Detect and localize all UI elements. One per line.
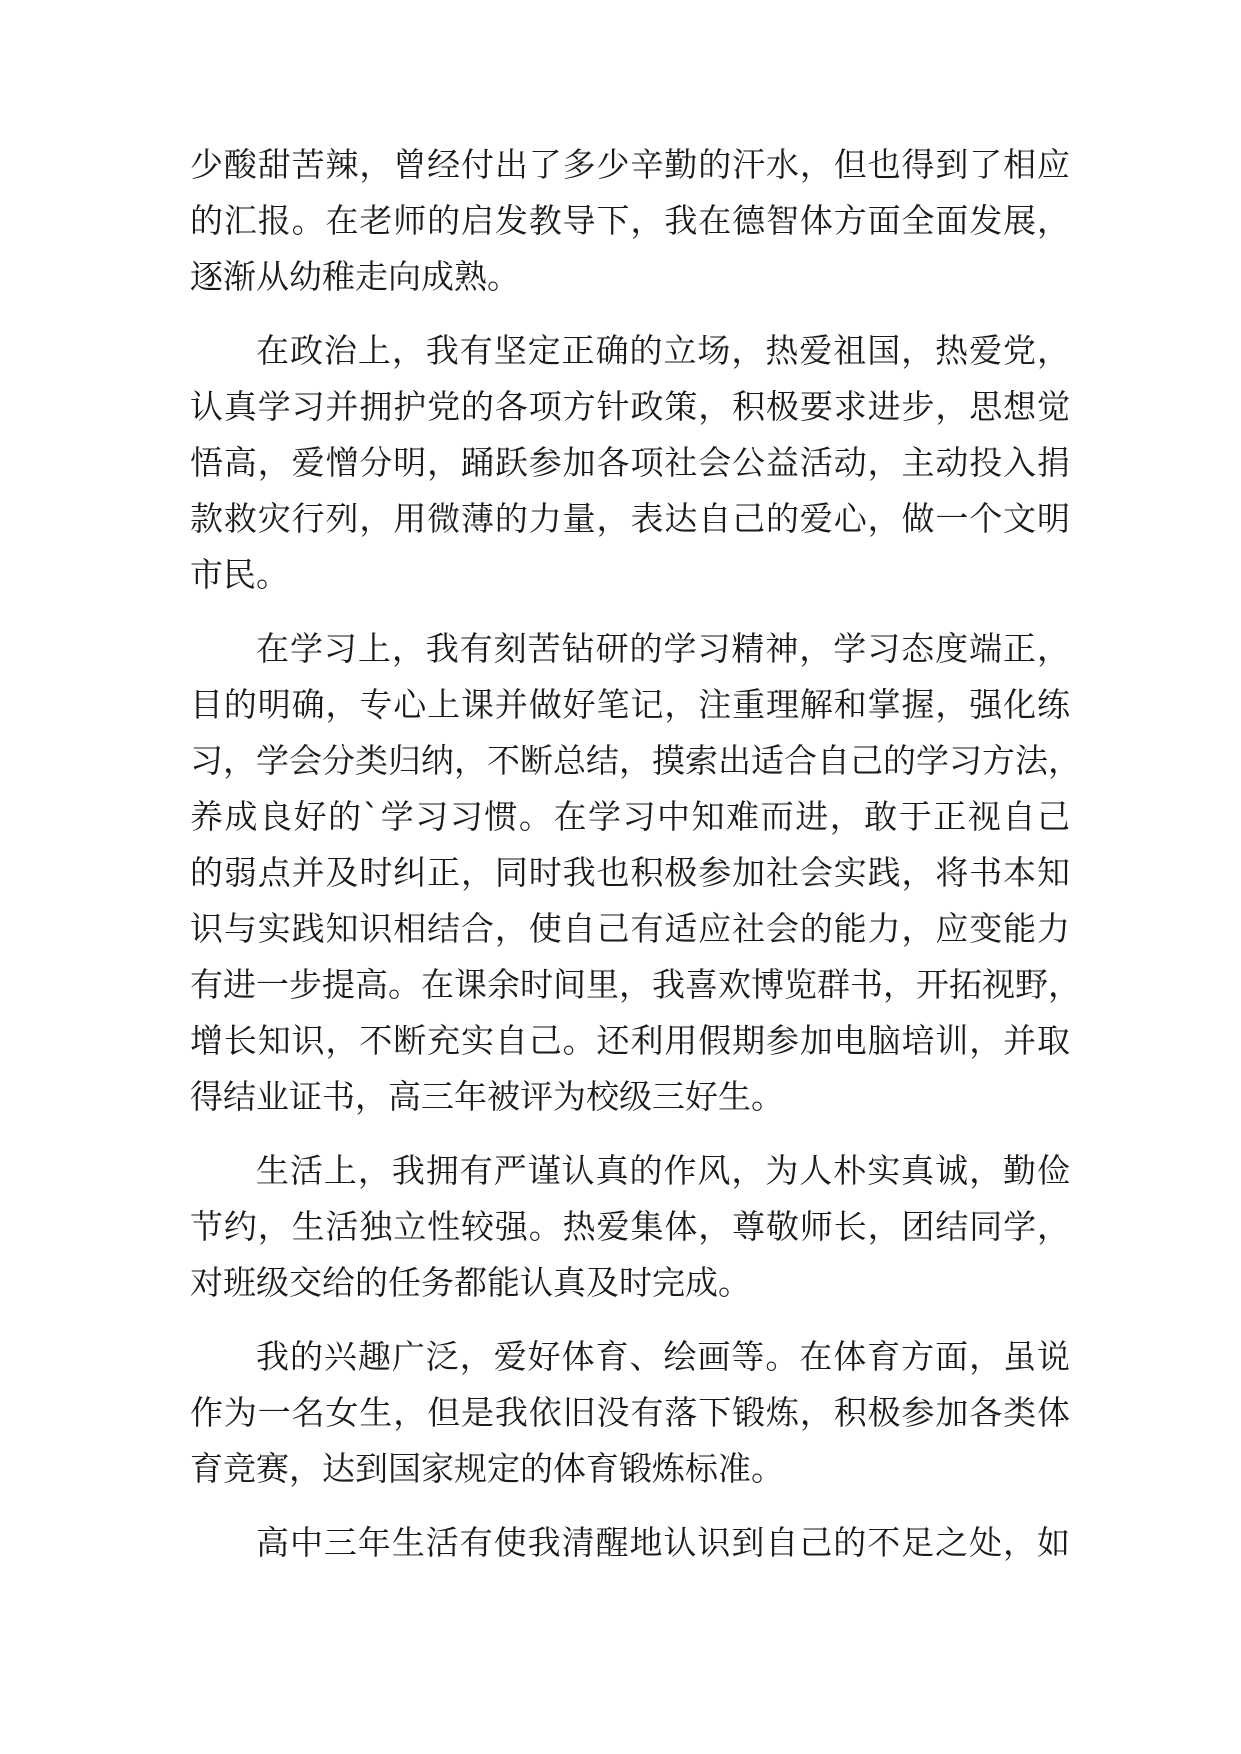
text-line: 的汇报。在老师的启发教导下，我在德智体方面全面发展，	[190, 201, 1070, 240]
text-line: 作为一名女生，但是我依旧没有落下锻炼，积极参加各类体	[190, 1393, 1070, 1432]
text-line: 节约，生活独立性较强。热爱集体，尊敬师长，团结同学，	[190, 1207, 1070, 1246]
text-line: 识与实践知识相结合，使自己有适应社会的能力，应变能力	[190, 909, 1070, 948]
text-line: 育竞赛，达到国家规定的体育锻炼标准。	[190, 1449, 784, 1488]
text-line: 的弱点并及时纠正，同时我也积极参加社会实践，将书本知	[190, 853, 1070, 892]
text-line: 生活上，我拥有严谨认真的作风，为人朴实真诚，勤俭	[256, 1151, 1070, 1190]
text-line: 增长知识，不断充实自己。还利用假期参加电脑培训，并取	[190, 1021, 1070, 1060]
text-line: 目的明确，专心上课并做好笔记，注重理解和掌握，强化练	[190, 685, 1070, 724]
text-line: 我的兴趣广泛，爱好体育、绘画等。在体育方面，虽说	[256, 1337, 1070, 1376]
text-line: 在政治上，我有坚定正确的立场，热爱祖国，热爱党，	[256, 331, 1070, 370]
text-line: 高中三年生活有使我清醒地认识到自己的不足之处，如	[256, 1523, 1070, 1562]
text-line: 逐渐从幼稚走向成熟。	[190, 257, 520, 296]
text-line: 养成良好的`学习习惯。在学习中知难而进，敢于正视自己	[190, 797, 1070, 836]
text-line: 市民。	[190, 555, 289, 594]
text-line: 在学习上，我有刻苦钻研的学习精神，学习态度端正，	[256, 629, 1070, 668]
text-line: 款救灾行列，用微薄的力量，表达自己的爱心，做一个文明	[190, 499, 1070, 538]
text-line: 认真学习并拥护党的各项方针政策，积极要求进步，思想觉	[190, 387, 1070, 426]
text-line: 有进一步提高。在课余时间里，我喜欢博览群书，开拓视野，	[190, 965, 1081, 1004]
text-line: 少酸甜苦辣，曾经付出了多少辛勤的汗水，但也得到了相应	[190, 145, 1070, 184]
text-line: 习，学会分类归纳，不断总结，摸索出适合自己的学习方法，	[190, 741, 1081, 780]
text-line: 得结业证书，高三年被评为校级三好生。	[190, 1077, 784, 1116]
text-line: 对班级交给的任务都能认真及时完成。	[190, 1263, 751, 1302]
text-line: 悟高，爱憎分明，踊跃参加各项社会公益活动，主动投入捐	[190, 443, 1070, 482]
